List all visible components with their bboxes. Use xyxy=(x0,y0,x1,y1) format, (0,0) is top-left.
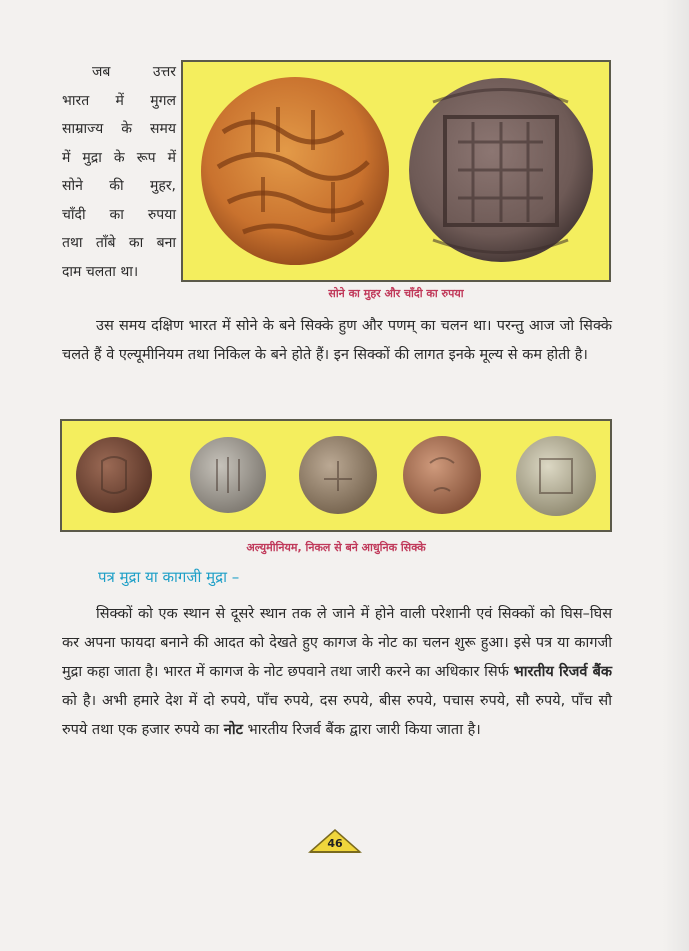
page-number: 46 xyxy=(327,837,343,850)
note-word: नोट xyxy=(223,722,243,738)
mughal-coins-figure xyxy=(181,60,611,282)
silver-rupee-coin xyxy=(409,78,593,262)
figure2-caption: अल्युमीनियम, निकल से बने आधुनिक सिक्के xyxy=(246,541,426,554)
paragraph-coins-south-india: उस समय दक्षिण भारत में सोने के बने सिक्के हुण और पणम् का चलन था। परन्तु आज जो सिक्के चलते हैं वे एल्यूमीनियम तथा निकिल के बने होते हैं। इन सिक्कों की लागत इनके मूल्य से कम होती है। xyxy=(62,318,612,363)
paragraph-text: को है। अभी हमारे देश में दो रुपये, पाँच रुपये, दस रुपये, बीस रुपये, पचास रुपये, सौ रुपये, पाँच सौ रुपये तथा एक हजार रुपये का xyxy=(62,693,612,738)
intro-line: भारत में मुगल xyxy=(62,92,176,109)
modern-coin xyxy=(516,436,596,516)
figure1-caption: सोने का मुहर और चाँदी का रुपया xyxy=(328,287,464,300)
paragraph-text: भारतीय रिजर्व बैंक द्वारा जारी किया जाता है। xyxy=(247,722,481,738)
scan-edge-shadow xyxy=(663,0,689,951)
modern-coins-figure xyxy=(60,419,612,532)
modern-coins-illustration xyxy=(62,421,610,530)
modern-coin xyxy=(403,436,481,514)
page-number-badge xyxy=(306,828,364,854)
intro-line: दाम चलता था। xyxy=(62,263,139,280)
paragraph-paper-currency xyxy=(62,600,612,745)
intro-line: चाँदी का रुपया xyxy=(62,206,176,223)
intro-line: में मुद्रा के रूप में xyxy=(62,149,176,166)
intro-line: साम्राज्य के समय xyxy=(62,121,176,137)
paragraph-text: सिक्कों को एक स्थान से दूसरे स्थान तक ले जाने में होने वाली परेशानी एवं सिक्कों को घिस–घिस कर अपना फायदा बनाने की आदत को देखते हुए कागज के नोट का चलन शुरू हुआ। इसे पत्र या कागजी मुद्रा कहा जाता है। भारत में कागज के नोट छपवाने तथा जारी करने का अधिकार सिर्फ xyxy=(62,606,612,680)
gold-mohur-coin xyxy=(201,77,389,265)
intro-line: सोने की मुहर, xyxy=(62,178,176,194)
section-heading: पत्र मुद्रा या कागजी मुद्रा – xyxy=(98,568,240,586)
intro-paragraph xyxy=(62,58,176,286)
intro-line: जब उत्तर xyxy=(92,64,176,80)
intro-line: तथा ताँबे का बना xyxy=(62,235,176,251)
modern-coin xyxy=(76,437,152,513)
mughal-coins-illustration xyxy=(183,62,609,280)
rbi-name: भारतीय रिजर्व बैंक xyxy=(513,664,613,680)
